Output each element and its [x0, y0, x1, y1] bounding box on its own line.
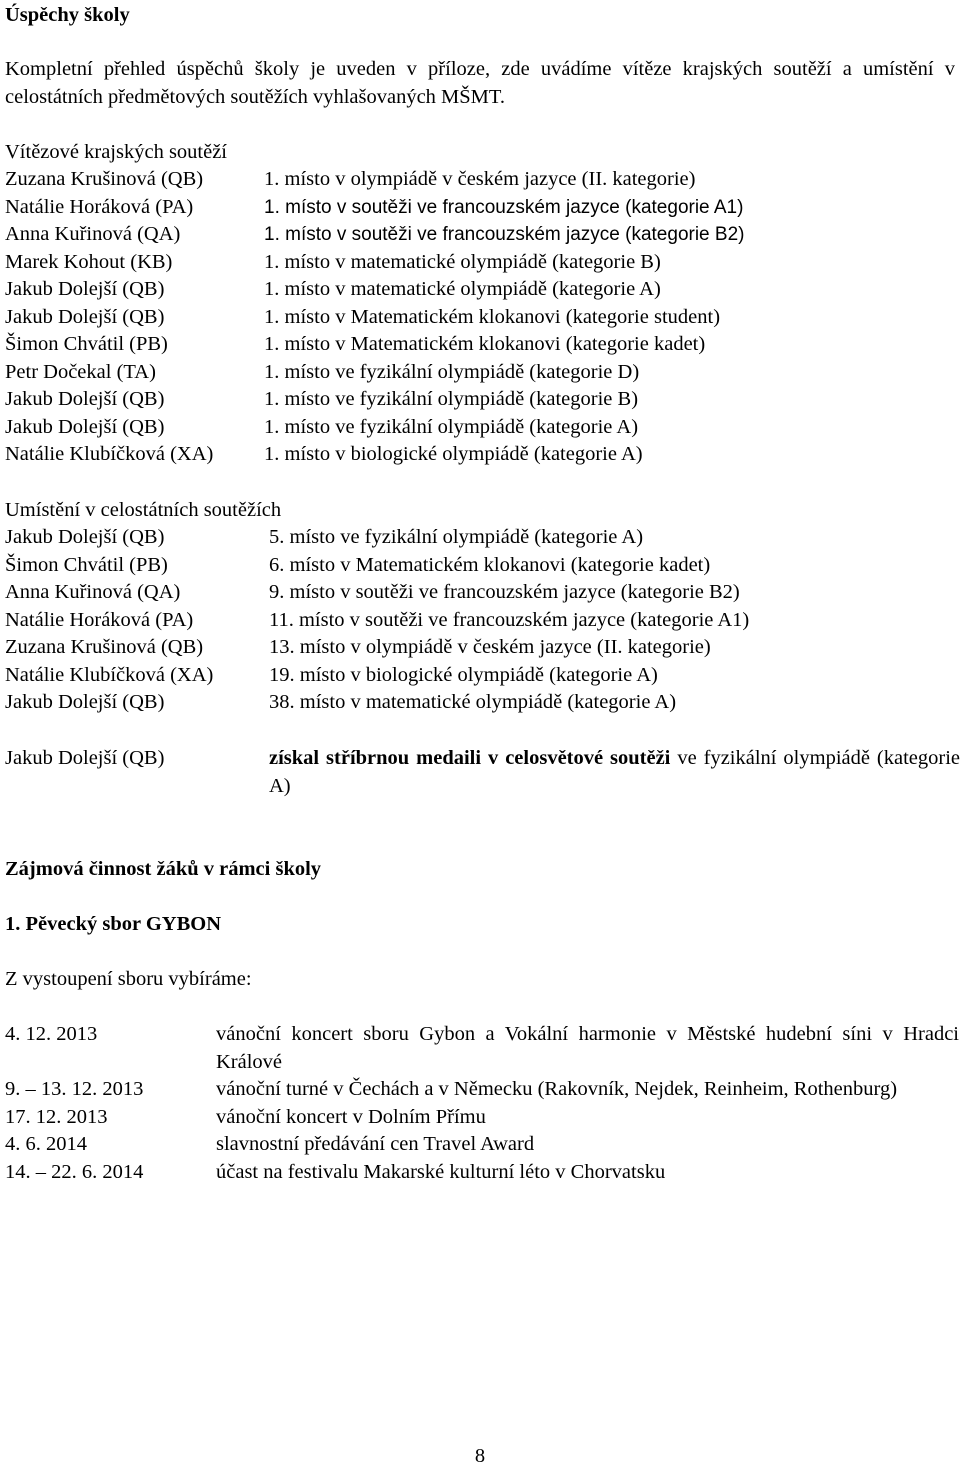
list-item [5, 304, 744, 332]
result-text: 1. místo v biologické olympiádě (kategorie A) [264, 443, 643, 465]
student-name: Zuzana Krušinová (QB) [5, 636, 204, 658]
event-date: 4. 12. 2013 [5, 1023, 98, 1045]
student-name: Jakub Dolejší (QB) [5, 691, 165, 713]
activities-heading: Zájmová činnost žáků v rámci školy [5, 858, 322, 880]
intro-paragraph: Kompletní přehled úspěchů školy je uveden v příloze, zde uvádíme vítěze krajských soutěží a umístění v celostátních předmětových soutěžích vyhlašovaných MŠMT. [5, 58, 955, 108]
list-item [5, 331, 744, 359]
result-text: 1. místo v Matematickém klokanovi (kategorie kadet) [264, 333, 706, 355]
page-title: Úspěchy školy [5, 4, 130, 26]
student-name: Jakub Dolejší (QB) [5, 526, 165, 548]
list-item [5, 1104, 960, 1132]
list-item [5, 552, 749, 580]
event-description: účast na festivalu Makarské kulturní léto v Chorvatsku [216, 1160, 666, 1183]
student-name: Jakub Dolejší (QB) [5, 415, 165, 438]
student-name: Marek Kohout (KB) [5, 250, 173, 273]
student-name: Anna Kuřinová (QA) [5, 581, 181, 603]
result-text: 1. místo ve fyzikální olympiádě (kategorie A) [264, 415, 639, 438]
world-result [5, 745, 960, 800]
student-name: Jakub Dolejší (QB) [5, 278, 165, 300]
result-text [269, 745, 960, 800]
student-name: Jakub Dolejší (QB) [5, 305, 165, 328]
student-name: Natálie Horáková (PA) [5, 608, 194, 631]
event-date: 9. – 13. 12. 2013 [5, 1078, 144, 1100]
national-heading: Umístění v celostátních soutěžích [5, 499, 282, 521]
list-item [5, 276, 744, 304]
regional-heading: Vítězové krajských soutěží [5, 141, 228, 163]
page-number: 8 [474, 1445, 486, 1467]
result-text: 38. místo v matematické olympiádě (kategorie A) [269, 691, 677, 713]
event-description: vánoční turné v Čechách a v Německu (Rakovník, Nejdek, Reinheim, Rothenburg) [216, 1078, 898, 1100]
student-name: Natálie Klubíčková (XA) [5, 443, 214, 465]
list-item [5, 1131, 960, 1159]
result-text: 1. místo v soutěži ve francouzském jazyce (kategorie B2) [264, 224, 745, 245]
list-item [5, 1159, 960, 1187]
list-item [5, 166, 744, 194]
list-item [5, 607, 749, 635]
list-item [5, 662, 749, 690]
list-item [5, 359, 744, 387]
result-text: 1. místo v Matematickém klokanovi (kategorie student) [264, 305, 721, 328]
list-item [5, 524, 749, 552]
event-description: vánoční koncert v Dolním Přímu [216, 1105, 486, 1128]
result-text: 1. místo ve fyzikální olympiádě (kategorie B) [264, 388, 639, 410]
result-text: 9. místo v soutěži ve francouzském jazyce (kategorie B2) [269, 581, 740, 603]
choir-intro: Z vystoupení sboru vybíráme: [5, 968, 252, 990]
list-item [5, 414, 744, 442]
student-name: Petr Dočekal (TA) [5, 360, 156, 383]
national-results-list [5, 524, 749, 717]
choir-heading: 1. Pěvecký sbor GYBON [5, 913, 222, 935]
list-item [5, 1021, 960, 1076]
regional-results-list [5, 166, 744, 469]
student-name: Šimon Chvátil (PB) [5, 553, 168, 576]
student-name: Natálie Klubíčková (XA) [5, 663, 214, 686]
list-item [5, 249, 744, 277]
list-item [5, 441, 744, 469]
result-text: 1. místo v matematické olympiádě (kategorie B) [264, 250, 661, 273]
student-name: Zuzana Krušinová (QB) [5, 168, 204, 190]
result-text: 1. místo v soutěži ve francouzském jazyce (kategorie A1) [264, 196, 744, 218]
list-item [5, 689, 749, 717]
result-text: 1. místo v matematické olympiádě (kategorie A) [264, 278, 661, 300]
result-highlight: získal stříbrnou medaili v celosvětové soutěži [269, 747, 671, 769]
result-text: 5. místo ve fyzikální olympiádě (kategorie A) [269, 526, 644, 548]
result-text: 13. místo v olympiádě v českém jazyce (II. kategorie) [269, 636, 711, 658]
event-description: slavnostní předávání cen Travel Award [216, 1133, 535, 1155]
list-item [5, 1076, 960, 1104]
event-date: 4. 6. 2014 [5, 1133, 87, 1155]
result-rest: ve fyzikální olympiádě (kategorie A) [269, 747, 960, 797]
result-text: 6. místo v Matematickém klokanovi (kategorie kadet) [269, 553, 711, 576]
student-name: Natálie Horáková (PA) [5, 195, 194, 218]
result-text: 1. místo ve fyzikální olympiádě (kategorie D) [264, 360, 640, 383]
student-name: Šimon Chvátil (PB) [5, 333, 168, 355]
student-name: Jakub Dolejší (QB) [5, 747, 165, 769]
list-item [5, 386, 744, 414]
choir-events-list [5, 1021, 960, 1186]
result-text: 1. místo v olympiádě v českém jazyce (II. kategorie) [264, 168, 696, 190]
student-name: Anna Kuřinová (QA) [5, 223, 181, 245]
list-item [5, 221, 744, 249]
list-item [5, 194, 744, 222]
result-text: 11. místo v soutěži ve francouzském jazyce (kategorie A1) [269, 608, 750, 631]
list-item [5, 634, 749, 662]
list-item [5, 579, 749, 607]
event-description: vánoční koncert sboru Gybon a Vokální harmonie v Městské hudební síni v Hradci Králové [216, 1023, 959, 1073]
student-name: Jakub Dolejší (QB) [5, 388, 165, 410]
event-date: 17. 12. 2013 [5, 1105, 108, 1128]
event-date: 14. – 22. 6. 2014 [5, 1160, 144, 1183]
result-text: 19. místo v biologické olympiádě (kategorie A) [269, 663, 658, 686]
